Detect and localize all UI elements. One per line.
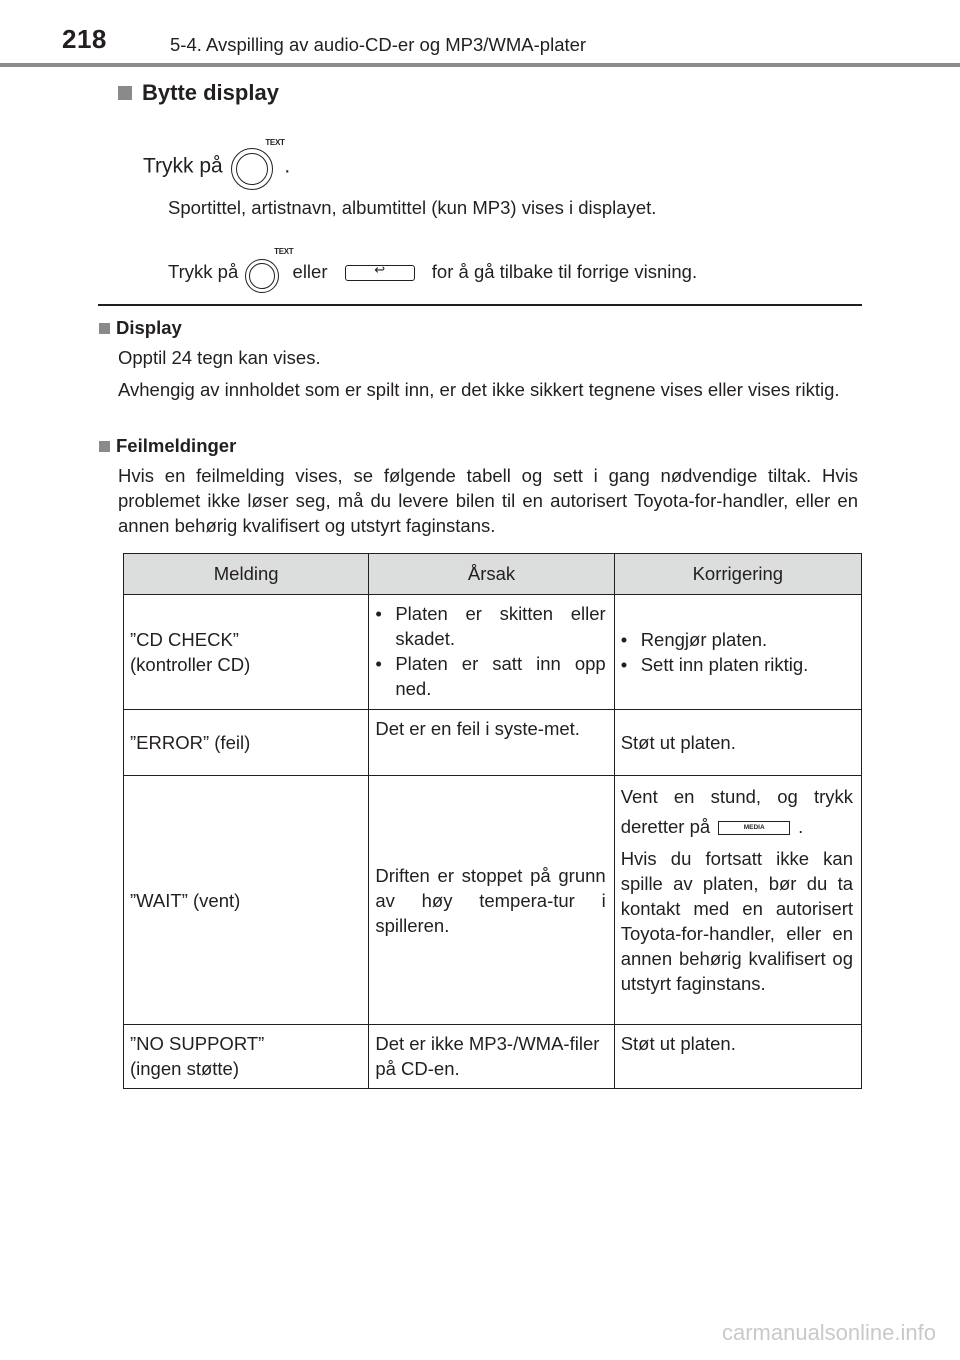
- message-cell: ”WAIT” (vent): [124, 776, 369, 1025]
- table-row: [124, 595, 862, 710]
- cause-cell: Det er ikke MP3-/WMA-filer på CD-en.: [369, 1025, 614, 1089]
- fix-cell: Støt ut platen.: [614, 1025, 861, 1089]
- message-cell: ”ERROR” (feil): [124, 710, 369, 776]
- error-table: [123, 553, 862, 1089]
- step-instruction: [143, 138, 291, 192]
- media-button-icon: MEDIA: [718, 821, 790, 835]
- message-cell: ”CD CHECK” (kontroller CD): [124, 595, 369, 710]
- column-header: Årsak: [369, 554, 614, 595]
- table-row: [124, 776, 862, 1025]
- table-row: [124, 710, 862, 776]
- cause-cell: Det er en feil i syste-met.: [369, 710, 614, 776]
- cause-cell: Driften er stoppet på grunn av høy tempera-tur i spilleren.: [369, 776, 614, 1025]
- fix-cell: Støt ut platen.: [614, 710, 861, 776]
- bytte-display-heading: [118, 80, 279, 106]
- fix-cell: Vent en stund, og trykk deretter på MEDIA . Hvis du fortsatt ikke kan spille av platen, bør du ta kontakt med en autorisert Toyota-for-handler, eller en annen behørig kvalifisert og utstyrt faginstans.: [614, 776, 861, 1025]
- section-divider: [98, 304, 862, 306]
- text-knob-icon: [229, 138, 285, 192]
- back-button-icon: ↩: [345, 265, 415, 281]
- display-heading: Display: [99, 317, 182, 339]
- back-mid: eller: [292, 260, 328, 282]
- square-bullet-icon: [99, 441, 110, 452]
- square-bullet-icon: [99, 323, 110, 334]
- text-knob-icon: [243, 247, 294, 295]
- section-title: 5-4. Avspilling av audio-CD-er og MP3/WMA-plater: [170, 34, 587, 55]
- display-paragraph-1: Opptil 24 tegn kan vises.: [118, 347, 321, 368]
- back-suffix: for å gå tilbake til forrige visning.: [431, 260, 698, 282]
- watermark: carmanualsonline.info: [721, 1320, 936, 1345]
- back-instruction: [168, 247, 698, 295]
- feilmeldinger-heading: Feilmeldinger: [99, 435, 236, 457]
- cause-cell: • Platen er skitten eller skadet. • Platen er satt inn opp ned.: [369, 595, 614, 710]
- knob-label: TEXT: [274, 247, 294, 256]
- back-prefix: Trykk på: [168, 260, 239, 282]
- display-paragraph-2: Avhengig av innholdet som er spilt inn, er det ikke sikkert tegnene vises eller vises riktig.: [118, 379, 840, 400]
- column-header: Melding: [124, 554, 369, 595]
- header-divider: [0, 63, 960, 67]
- page-number: 218: [62, 24, 107, 54]
- table-header-row: [124, 554, 862, 595]
- message-cell: ”NO SUPPORT” (ingen støtte): [124, 1025, 369, 1089]
- step-prefix: Trykk på: [143, 154, 223, 178]
- feilmeldinger-paragraph: Hvis en feilmelding vises, se følgende tabell og sett i gang nødvendige tiltak. Hvis problemet ikke løser seg, må du levere bilen til en autorisert Toyota-for-handler, eller en annen behørig kvalifisert og utstyrt faginstans.: [118, 465, 858, 536]
- fix-cell: • Rengjør platen. • Sett inn platen riktig.: [614, 595, 861, 710]
- knob-label: TEXT: [265, 138, 285, 147]
- column-header: Korrigering: [614, 554, 861, 595]
- square-bullet-icon: [118, 86, 132, 100]
- table-row: [124, 1025, 862, 1089]
- result-text: Sportittel, artistnavn, albumtittel (kun MP3) vises i displayet.: [168, 197, 657, 218]
- heading-text: Bytte display: [142, 80, 279, 105]
- step-suffix: .: [284, 154, 291, 178]
